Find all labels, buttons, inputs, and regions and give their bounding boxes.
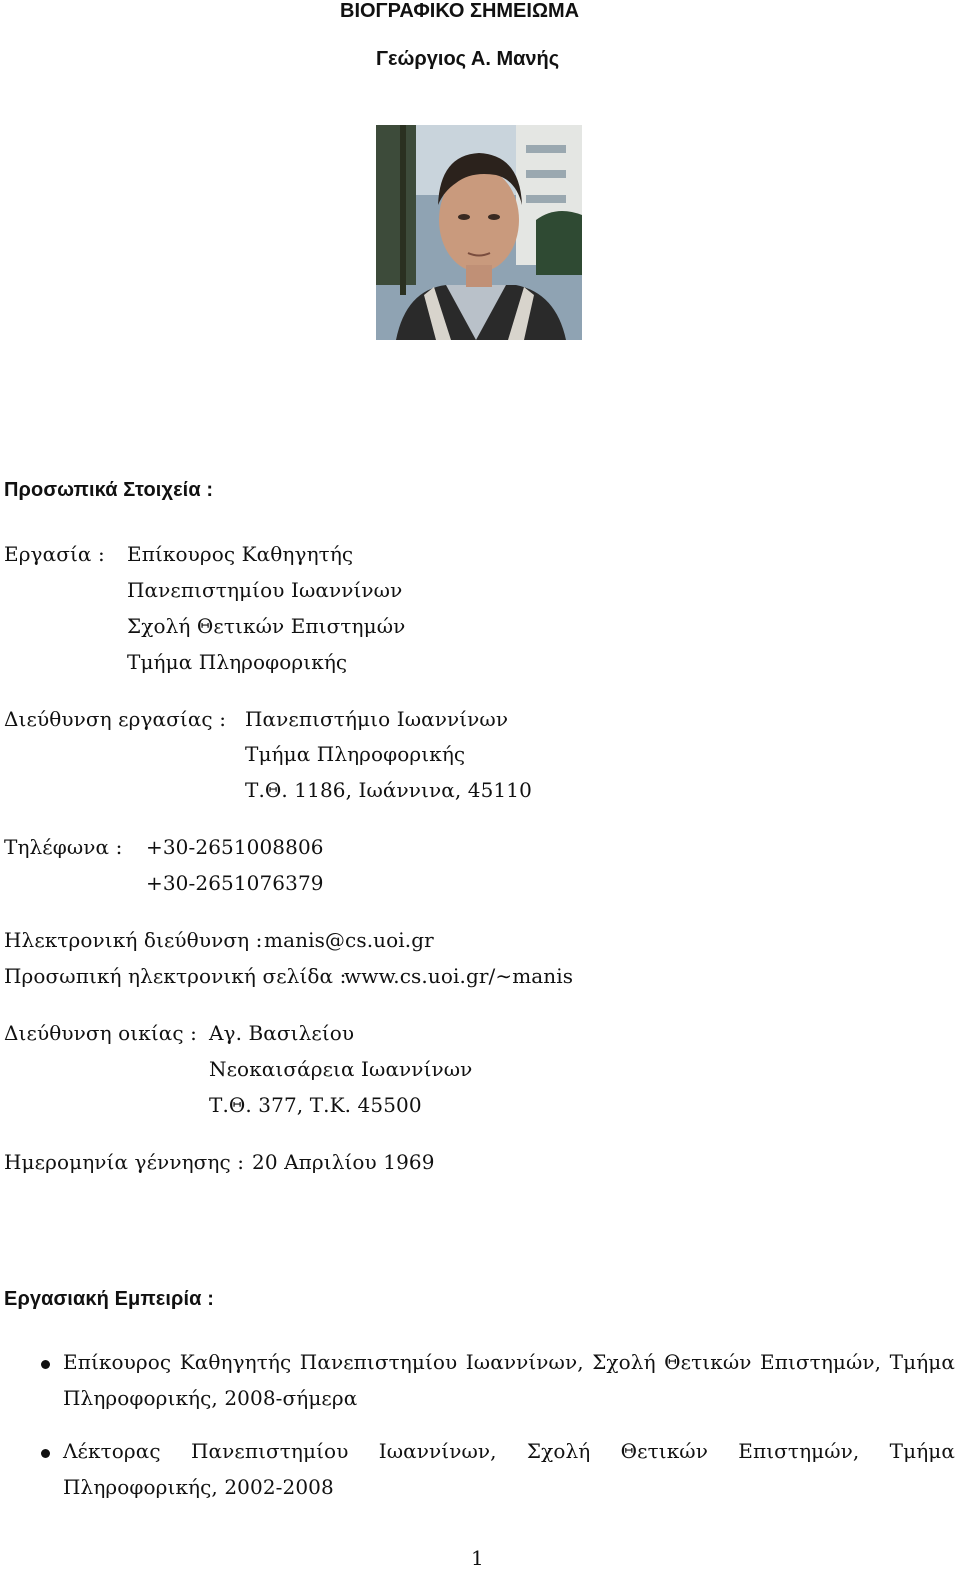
website-label: Προσωπική ηλεκτρονική σελίδα : (4, 964, 347, 988)
home-address-line: Τ.Θ. 377, Τ.Κ. 45500 (209, 1093, 422, 1117)
phone-number: +30-2651076379 (146, 871, 324, 895)
document-title: ΒΙΟΓΡΑΦΙΚΟ ΣΗΜΕΙΩΜΑ (340, 0, 580, 22)
job-line: Πανεπιστημίου Ιωαννίνων (127, 578, 403, 602)
email-link[interactable]: manis@cs.uoi.gr (264, 928, 434, 952)
person-name: Γεώργιος Α. Μανής (376, 48, 560, 70)
job-label: Εργασία : (4, 542, 105, 566)
experience-item: Επίκουρος Καθηγητής Πανεπιστημίου Ιωαννίνων, Σχολή Θετικών Επιστημών, Τμήμα Πληροφορικής, 2008-σήμερα (63, 1350, 955, 1410)
personal-heading: Προσωπικά Στοιχεία : (4, 479, 214, 501)
experience-item: Λέκτορας Πανεπιστημίου Ιωαννίνων, Σχολή Θετικών Επιστημών, Τμήμα Πληροφορικής, 2002-2008 (63, 1439, 955, 1499)
job-line: Σχολή Θετικών Επιστημών (127, 614, 406, 638)
page-number: 1 (471, 1546, 484, 1570)
email-label: Ηλεκτρονική διεύθυνση : (4, 928, 263, 952)
phones-label: Τηλέφωνα : (4, 835, 123, 859)
birth-date: 20 Απριλίου 1969 (252, 1150, 435, 1174)
job-line: Τμήμα Πληροφορικής (127, 650, 348, 674)
work-address-line: Πανεπιστήμιο Ιωαννίνων (245, 707, 509, 731)
job-line: Επίκουρος Καθηγητής (127, 542, 354, 566)
bullet-icon (41, 1449, 50, 1458)
bullet-icon (41, 1360, 50, 1369)
portrait-photo (376, 125, 582, 340)
birth-label: Ημερομηνία γέννησης : (4, 1150, 245, 1174)
home-address-label: Διεύθυνση οικίας : (4, 1021, 197, 1045)
work-address-label: Διεύθυνση εργασίας : (4, 707, 227, 731)
experience-heading: Εργασιακή Εμπειρία : (4, 1288, 214, 1310)
website-link[interactable]: www.cs.uoi.gr/∼manis (344, 964, 574, 988)
work-address-line: Τμήμα Πληροφορικής (245, 742, 466, 766)
home-address-line: Νεοκαισάρεια Ιωαννίνων (209, 1057, 473, 1081)
work-address-line: Τ.Θ. 1186, Ιωάννινα, 45110 (245, 778, 532, 802)
phone-number: +30-2651008806 (146, 835, 324, 859)
home-address-line: Αγ. Βασιλείου (209, 1021, 355, 1045)
